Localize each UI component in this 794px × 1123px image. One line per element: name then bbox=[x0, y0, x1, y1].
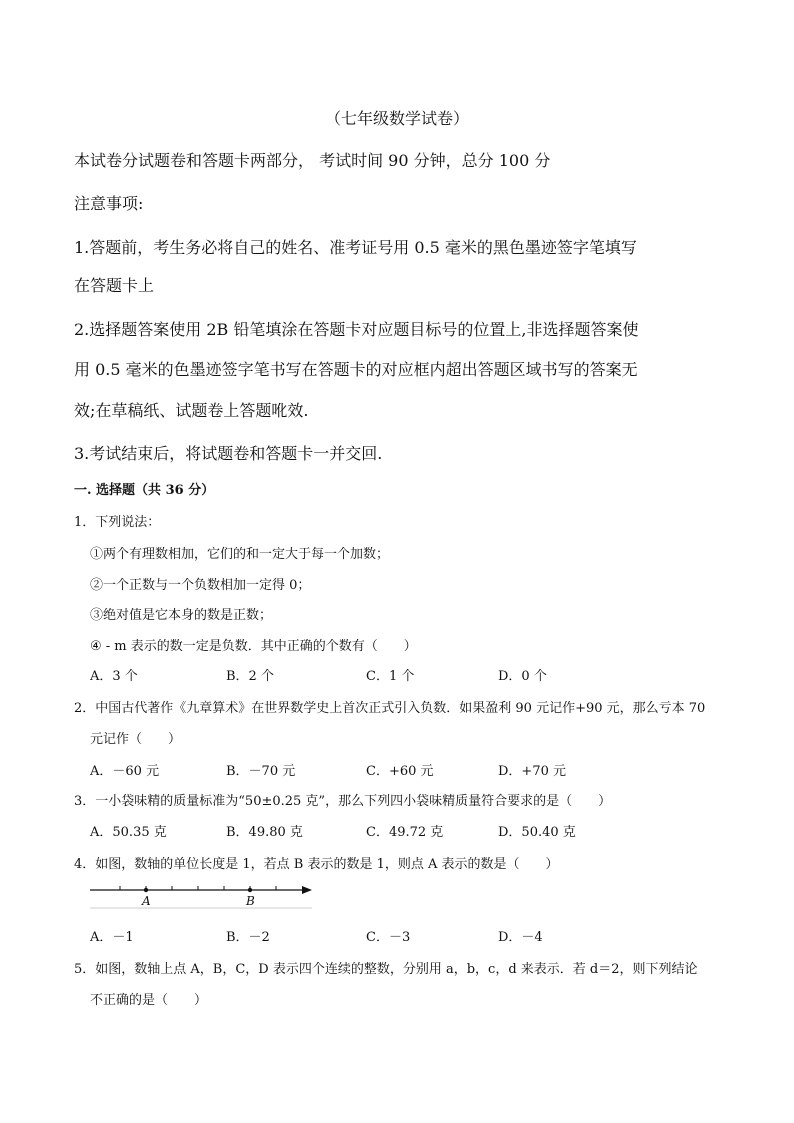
notice-line: 2.选择题答案使用 2B 铅笔填涂在答题卡对应题目标号的位置上,非选择题答案使 bbox=[74, 320, 639, 339]
question-stem: 4．如图，数轴的单位长度是 1，若点 B 表示的数是 1，则点 A 表示的数是（ ） bbox=[74, 857, 559, 872]
arrow-head-icon bbox=[302, 886, 312, 894]
exam-intro: 本试卷分试题卷和答题卡两部分， 考试时间 90 分钟，总分 100 分 bbox=[74, 151, 551, 170]
statement: ③绝对值是它本身的数是正数； bbox=[90, 608, 273, 623]
notice-heading: 注意事项: bbox=[74, 194, 144, 213]
option-a[interactable]: A．－1 bbox=[90, 930, 134, 945]
notice-line: 在答题卡上 bbox=[74, 276, 155, 295]
notice-line: 用 0.5 毫米的色墨迹签字笔书写在答题卡的对应框内超出答题区域书写的答案无 bbox=[74, 360, 638, 379]
question-stem: 2．中国古代著作《九章算术》在世界数学史上首次正式引入负数．如果盈利 90 元记作+90 元，那么亏本 70 bbox=[74, 701, 706, 716]
point-b-label: B bbox=[246, 894, 255, 908]
point-a-dot bbox=[144, 888, 148, 892]
point-a-label: A bbox=[142, 894, 151, 908]
page-title: （七年级数学试卷） bbox=[324, 109, 469, 128]
option-c[interactable]: C．－3 bbox=[366, 930, 411, 945]
section-title: 一. 选择题（共 36 分） bbox=[74, 483, 215, 498]
question-stem: 元记作（ ） bbox=[90, 732, 182, 747]
option-d[interactable]: D．0 个 bbox=[498, 669, 547, 684]
statement: ①两个有理数相加，它们的和一定大于每一个加数； bbox=[90, 547, 390, 562]
question-stem: 3．一小袋味精的质量标准为“50±0.25 克”，那么下列四小袋味精质量符合要求的是（ ） bbox=[74, 794, 612, 809]
statement: ④ - m 表示的数一定是负数．其中正确的个数有（ ） bbox=[90, 639, 417, 654]
option-b[interactable]: B．－70 元 bbox=[226, 764, 296, 779]
option-c[interactable]: C．49.72 克 bbox=[366, 825, 444, 840]
notice-line: 效;在草稿纸、试题卷上答题吪效. bbox=[74, 401, 309, 420]
notice-line: 3.考试结束后，将试题卷和答题卡一并交回. bbox=[74, 444, 383, 463]
option-b[interactable]: B．49.80 克 bbox=[226, 825, 303, 840]
question-stem: 不正确的是（ ） bbox=[90, 993, 208, 1008]
point-b-dot bbox=[248, 888, 252, 892]
option-a[interactable]: A．3 个 bbox=[90, 669, 138, 684]
option-d[interactable]: D．－4 bbox=[498, 930, 543, 945]
option-a[interactable]: A．50.35 克 bbox=[90, 825, 167, 840]
question-stem: 5．如图，数轴上点 A，B，C，D 表示四个连续的整数，分别用 a，b，c，d 来表示．若 d＝2，则下列结论 bbox=[74, 962, 698, 977]
question-stem: 1．下列说法： bbox=[74, 515, 161, 530]
option-c[interactable]: C．+60 元 bbox=[366, 764, 434, 779]
option-d[interactable]: D．50.40 克 bbox=[498, 825, 576, 840]
option-a[interactable]: A．－60 元 bbox=[90, 764, 160, 779]
option-c[interactable]: C．1 个 bbox=[366, 669, 415, 684]
option-d[interactable]: D．+70 元 bbox=[498, 764, 566, 779]
number-line-figure bbox=[88, 880, 318, 910]
statement: ②一个正数与一个负数相加一定得 0； bbox=[90, 578, 311, 593]
option-b[interactable]: B．2 个 bbox=[226, 669, 274, 684]
notice-line: 1.答题前，考生务必将自己的姓名、准考证号用 0.5 毫米的黑色墨迹签字笔填写 bbox=[74, 238, 637, 257]
option-b[interactable]: B．－2 bbox=[226, 930, 270, 945]
